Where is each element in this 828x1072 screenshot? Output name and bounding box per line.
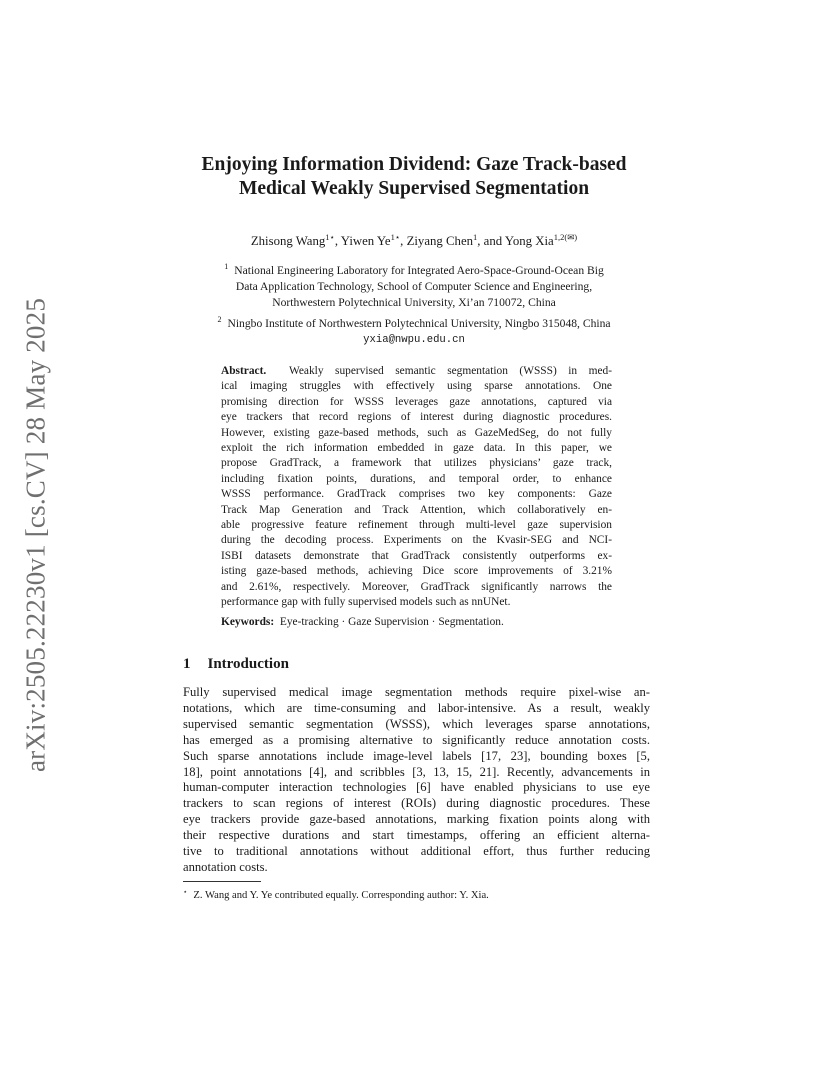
author-name: Yiwen Ye bbox=[340, 234, 391, 248]
author-separator: , bbox=[400, 234, 407, 248]
author-affiliation-mark: 1⋆ bbox=[325, 232, 335, 242]
author-name: Ziyang Chen bbox=[406, 234, 474, 248]
affiliation-1-line-1 bbox=[150, 259, 678, 279]
abstract-line: able progressive feature refinement through multi-level gaze supervision bbox=[221, 519, 612, 532]
abstract-line: isting gaze-based methods, achieving Dice score improvements of 3.21% bbox=[221, 565, 612, 578]
author-list bbox=[150, 229, 678, 249]
body-line: supervised semantic segmentation (WSSS), which leverages sparse annotations, bbox=[183, 716, 650, 731]
body-line: Such sparse annotations include image-level labels [17, 23], bounding boxes [5, bbox=[183, 748, 650, 763]
affiliations bbox=[150, 259, 678, 348]
affiliation-1-line-3: Northwestern Polytechnical University, Xi’an 710072, China bbox=[272, 296, 556, 310]
author-name: Yong Xia bbox=[504, 234, 554, 248]
author-separator: , bbox=[334, 234, 341, 248]
abstract-line: promising direction for WSSS leverages gaze annotations, captured via bbox=[221, 395, 612, 408]
footnote-rule bbox=[183, 881, 261, 882]
body-line: trackers to scan regions of interest (ROIs) during diagnostic procedures. These bbox=[183, 796, 650, 811]
author-name: Zhisong Wang bbox=[250, 234, 326, 248]
abstract-line: ical imaging struggles with effectively using sparse annotations. One bbox=[221, 380, 612, 393]
abstract-line: exploit the rich information embedded in gaze data. In this paper, we bbox=[221, 442, 612, 455]
author-affiliation-mark: 1,2(✉) bbox=[553, 232, 578, 242]
body-line: Fully supervised medical image segmentation methods require pixel-wise an- bbox=[183, 685, 650, 699]
abstract-line: However, existing gaze-based methods, such as GazeMedSeg, do not fully bbox=[221, 426, 612, 439]
author-affiliation-mark: 1 bbox=[473, 232, 478, 242]
abstract-line: during the decoding process. Experiments on the Kvasir-SEG and NCI- bbox=[221, 534, 612, 547]
abstract-text: Weakly supervised semantic segmentation (WSSS) in med- bbox=[289, 365, 612, 377]
abstract-line: WSSS performance. GradTrack comprises two key components: Gaze bbox=[221, 488, 612, 501]
section-number: 1 bbox=[183, 656, 191, 672]
keywords-label: Keywords: bbox=[221, 616, 275, 628]
affiliation-mark: 1 bbox=[224, 262, 229, 271]
title-line-1: Enjoying Information Dividend: Gaze Track-based bbox=[201, 154, 627, 175]
affiliation-text: National Engineering Laboratory for Integrated Aero-Space-Ground-Ocean Big bbox=[234, 264, 604, 277]
footnote-text: Z. Wang and Y. Ye contributed equally. Corresponding author: Y. Xia. bbox=[193, 890, 489, 901]
affiliation-mark: 2 bbox=[217, 314, 222, 324]
abstract-line: eye trackers that record regions of interest during diagnostic procedures. bbox=[221, 411, 612, 424]
body-line: human-computer interaction technologies [6] have enabled physicians to use eye bbox=[183, 780, 650, 795]
arxiv-identifier: arXiv:2505.22230v1 [cs.CV] 28 May 2025 bbox=[20, 297, 51, 773]
keywords bbox=[221, 615, 612, 630]
footnote-mark: ⋆ bbox=[183, 888, 188, 896]
abstract bbox=[221, 364, 612, 611]
affiliation-1-line-2: Data Application Technology, School of Computer Science and Engineering, bbox=[235, 280, 593, 294]
introduction-body bbox=[183, 685, 650, 876]
abstract-line: Track Map Generation and Track Attention, which collaboratively en- bbox=[221, 503, 612, 516]
abstract-line bbox=[221, 364, 612, 379]
title-line-2: Medical Weakly Supervised Segmentation bbox=[238, 178, 590, 199]
paper-title bbox=[150, 153, 678, 201]
abstract-line: propose GradTrack, a framework that utilizes physicians’ gaze track, bbox=[221, 457, 612, 470]
body-line: notations, which are time-consuming and labor-intensive. As a result, weakly bbox=[183, 700, 650, 715]
affiliation-2-line-1 bbox=[150, 312, 678, 332]
author-affiliation-mark: 1⋆ bbox=[390, 232, 401, 242]
keywords-text: Eye-tracking · Gaze Supervision · Segmentation. bbox=[279, 616, 504, 628]
abstract-line: performance gap with fully supervised models such as nnUNet. bbox=[221, 596, 511, 609]
footnote bbox=[183, 885, 650, 903]
body-line: annotation costs. bbox=[183, 859, 268, 874]
abstract-label: Abstract. bbox=[221, 365, 267, 377]
author-separator: , and bbox=[477, 234, 505, 248]
affiliation-text: Ningbo Institute of Northwestern Polytechnical University, Ningbo 315048, China bbox=[227, 316, 611, 330]
contact-email: yxia@nwpu.edu.cn bbox=[363, 333, 465, 346]
section-heading bbox=[183, 655, 289, 673]
body-line: their respective durations and start timestamps, offering an efficient alterna- bbox=[183, 828, 650, 843]
body-line: tive to traditional annotations without additional effort, thus further reducing bbox=[183, 844, 650, 859]
abstract-line: and 2.61%, respectively. Moreover, GradTrack significantly narrows the bbox=[221, 580, 612, 593]
body-line: eye trackers provide gaze-based annotations, marking fixation points along with bbox=[183, 812, 650, 827]
body-line: 18], point annotations [4], and scribbles [3, 13, 15, 21]. Recently, advancements in bbox=[183, 764, 650, 779]
abstract-line: including fixation points, durations, and temporal order, to enhance bbox=[221, 472, 612, 485]
section-title: Introduction bbox=[207, 656, 289, 672]
abstract-line: ISBI datasets demonstrate that GradTrack consistently outperforms ex- bbox=[221, 549, 612, 562]
body-line: has emerged as a promising alternative to significantly reduce annotation costs. bbox=[183, 732, 650, 747]
